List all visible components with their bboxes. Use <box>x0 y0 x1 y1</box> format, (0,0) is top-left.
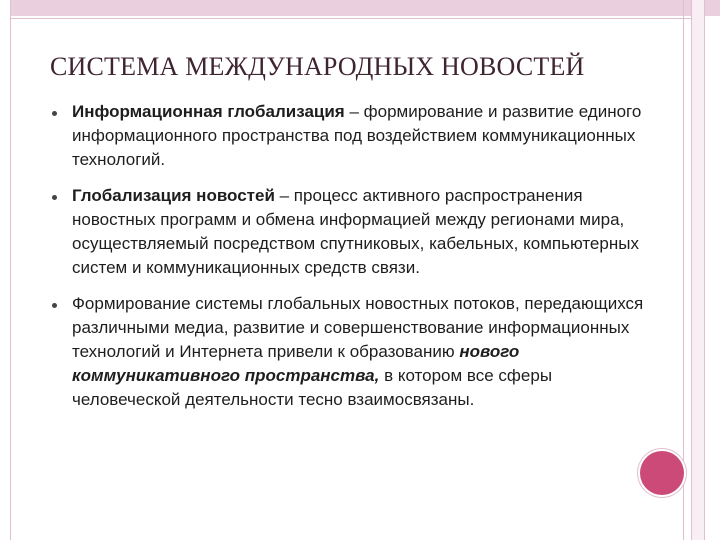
item-text: Формирование системы глобальных новостных потоков, передающихся различными медиа, развитие и совершенствование информационных технологий и Интернета привели к образованию <box>72 294 644 361</box>
item-text: – формирование и развитие единого информационного пространства под воздействием коммуникационных технологий. <box>72 102 642 169</box>
frame-right-band <box>692 0 704 540</box>
list-item <box>50 184 650 280</box>
frame-top-band <box>0 0 720 16</box>
item-term: Информационная глобализация <box>72 102 345 121</box>
frame-top-line <box>0 18 700 19</box>
decorative-circle <box>640 451 684 495</box>
frame-right-line <box>683 0 684 540</box>
frame-right-line <box>704 0 705 540</box>
bullet-dot-icon <box>52 111 57 116</box>
bullet-dot-icon <box>52 303 57 308</box>
list-item <box>50 292 650 412</box>
item-text: в котором все сферы человеческой деятельности тесно взаимосвязаны. <box>72 366 553 409</box>
slide-title: СИСТЕМА МЕЖДУНАРОДНЫХ НОВОСТЕЙ <box>50 52 585 81</box>
frame-left-border <box>0 0 11 540</box>
item-text: – процесс активного распространения новостных программ и обмена информацией между регионами мира, осуществляемый посредством спутниковых, кабельных, компьютерных систем и коммуникационных средств связи. <box>72 186 639 277</box>
item-term: нового коммуникативного пространства, <box>72 342 520 385</box>
bullet-dot-icon <box>52 195 57 200</box>
bullet-list <box>50 100 650 424</box>
item-term: Глобализация новостей <box>72 186 275 205</box>
list-item <box>50 100 650 172</box>
frame-right-line <box>691 0 692 540</box>
